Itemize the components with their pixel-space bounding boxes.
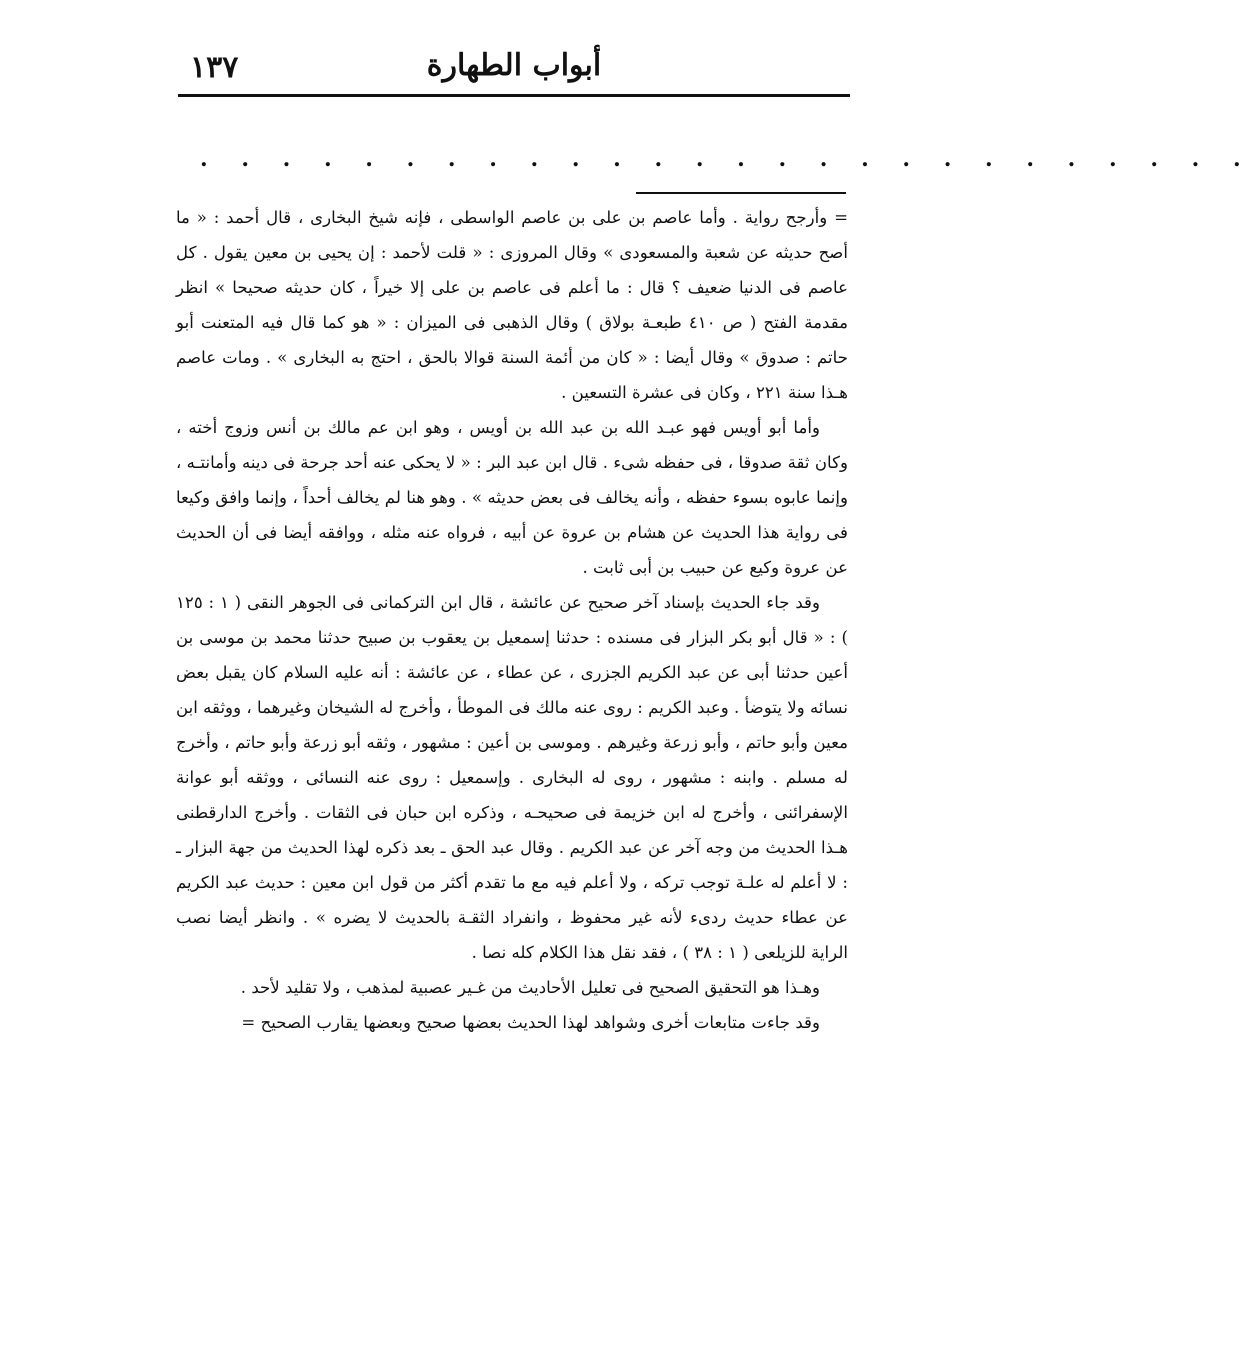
header-rule <box>178 94 850 97</box>
footnote-body <box>176 200 848 1240</box>
running-title: أبواب الطهارة <box>426 48 602 83</box>
footnote-separator <box>636 192 846 194</box>
omission-dots: . . . . . . . . . . . . . . . . . . . . . . . . . . <box>200 146 1254 172</box>
paragraph-abu-uwais: وأما أبو أويس فهو عبـد الله بن عبد الله بن أويس ، وهو ابن عم مالك بن أنس وزوج أخته ، وكان ثقة صدوقا ، فى حفظه شىء . قال ابن عبد البر : « لا يحكى عنه أحد جرحة فى دينه وأمانتـه ، وإنما عابوه بسوء حفظه ، وأنه يخالف فى بعض حديثه » . وهو هنا لم يخالف أحداً ، وإنما وافق وكيعا فى رواية هذا الحديث عن هشام بن عروة عن أبيه ، فرواه عنه مثله ، ووافقه أيضا فى أن الحديث عن عروة وكيع عن حبيب بن أبى ثابت . <box>176 418 848 577</box>
paragraph-another-chain: وقد جاء الحديث بإسناد آخر صحيح عن عائشة ، قال ابن التركمانى فى الجوهر النقى ( ١ : ١٢٥ ) : « قال أبو بكر البزار فى مسنده : حدثنا إسمعيل بن يعقوب بن صبيح حدثنا محمد بن موسى بن أعين حدثنا أبى عن عبد الكريم الجزرى ، عن عطاء ، عن عائشة : أنه عليه السلام كان يقبل بعض نسائه ولا يتوضأ . وعبد الكريم : روى عنه مالك فى الموطأ ، وأخرج له الشيخان وغيرهما ، ووثقه ابن معين وأبو حاتم ، وأبو زرعة وغيرهم . وموسى بن أعين : مشهور ، وثقه أبو زرعة وأبو حاتم ، وأخرج له مسلم . وابنه : مشهور ، روى له البخارى . وإسمعيل : روى عنه النسائى ، ووثقه أبو عوانة الإسفرائنى ، وأخرج له ابن خزيمة فى صحيحـه ، وذكره ابن حبان فى الثقات . وأخرج الدارقطنى هـذا الحديث من وجه آخر عن عبد الكريم . وقال عبد الحق ـ بعد ذكره لهذا الحديث من جهة البزار ـ : لا أعلم له علـة توجب تركه ، ولا أعلم فيه مع ما تقدم أكثر من قول ابن معين : حديث عبد الكريم عن عطاء حديث ردىء لأنه غير محفوظ ، وانفراد الثقـة بالحديث لا يضره » . وانظر أيضا نصب الراية للزيلعى ( ١ : ٣٨ ) ، فقد نقل هذا الكلام كله نصا . <box>176 593 848 962</box>
page-header <box>178 40 850 96</box>
page-number: ١٣٧ <box>190 50 239 85</box>
paragraph-asim: = وأرجح رواية . وأما عاصم بن على بن عاصم الواسطى ، فإنه شيخ البخارى ، قال أحمد : « ما أصح حديثه عن شعبة والمسعودى » وقال المروزى : « قلت لأحمد : إن يحيى بن معين يقول . كل عاصم فى الدنيا ضعيف ؟ قال : ما أعلم فى عاصم بن على إلا خيراً ، كان حديثه صحيحا » انظر مقدمة الفتح ( ص ٤١٠ طبعـة بولاق ) وقال الذهبى فى الميزان : « هو كما قال فيه المتعنت أبو حاتم : صدوق » وقال أيضا : « كان من أئمة السنة قوالا بالحق ، احتج به البخارى » . ومات عاصم هـذا سنة ٢٢١ ، وكان فى عشرة التسعين . <box>176 208 848 402</box>
paragraph-verification: وهـذا هو التحقيق الصحيح فى تعليل الأحاديث من غـير عصبية لمذهب ، ولا تقليد لأحد . <box>240 978 820 997</box>
paragraph-continuation: وقد جاءت متابعات أخرى وشواهد لهذا الحديث بعضها صحيح وبعضها يقارب الصحيح = <box>241 1013 820 1032</box>
